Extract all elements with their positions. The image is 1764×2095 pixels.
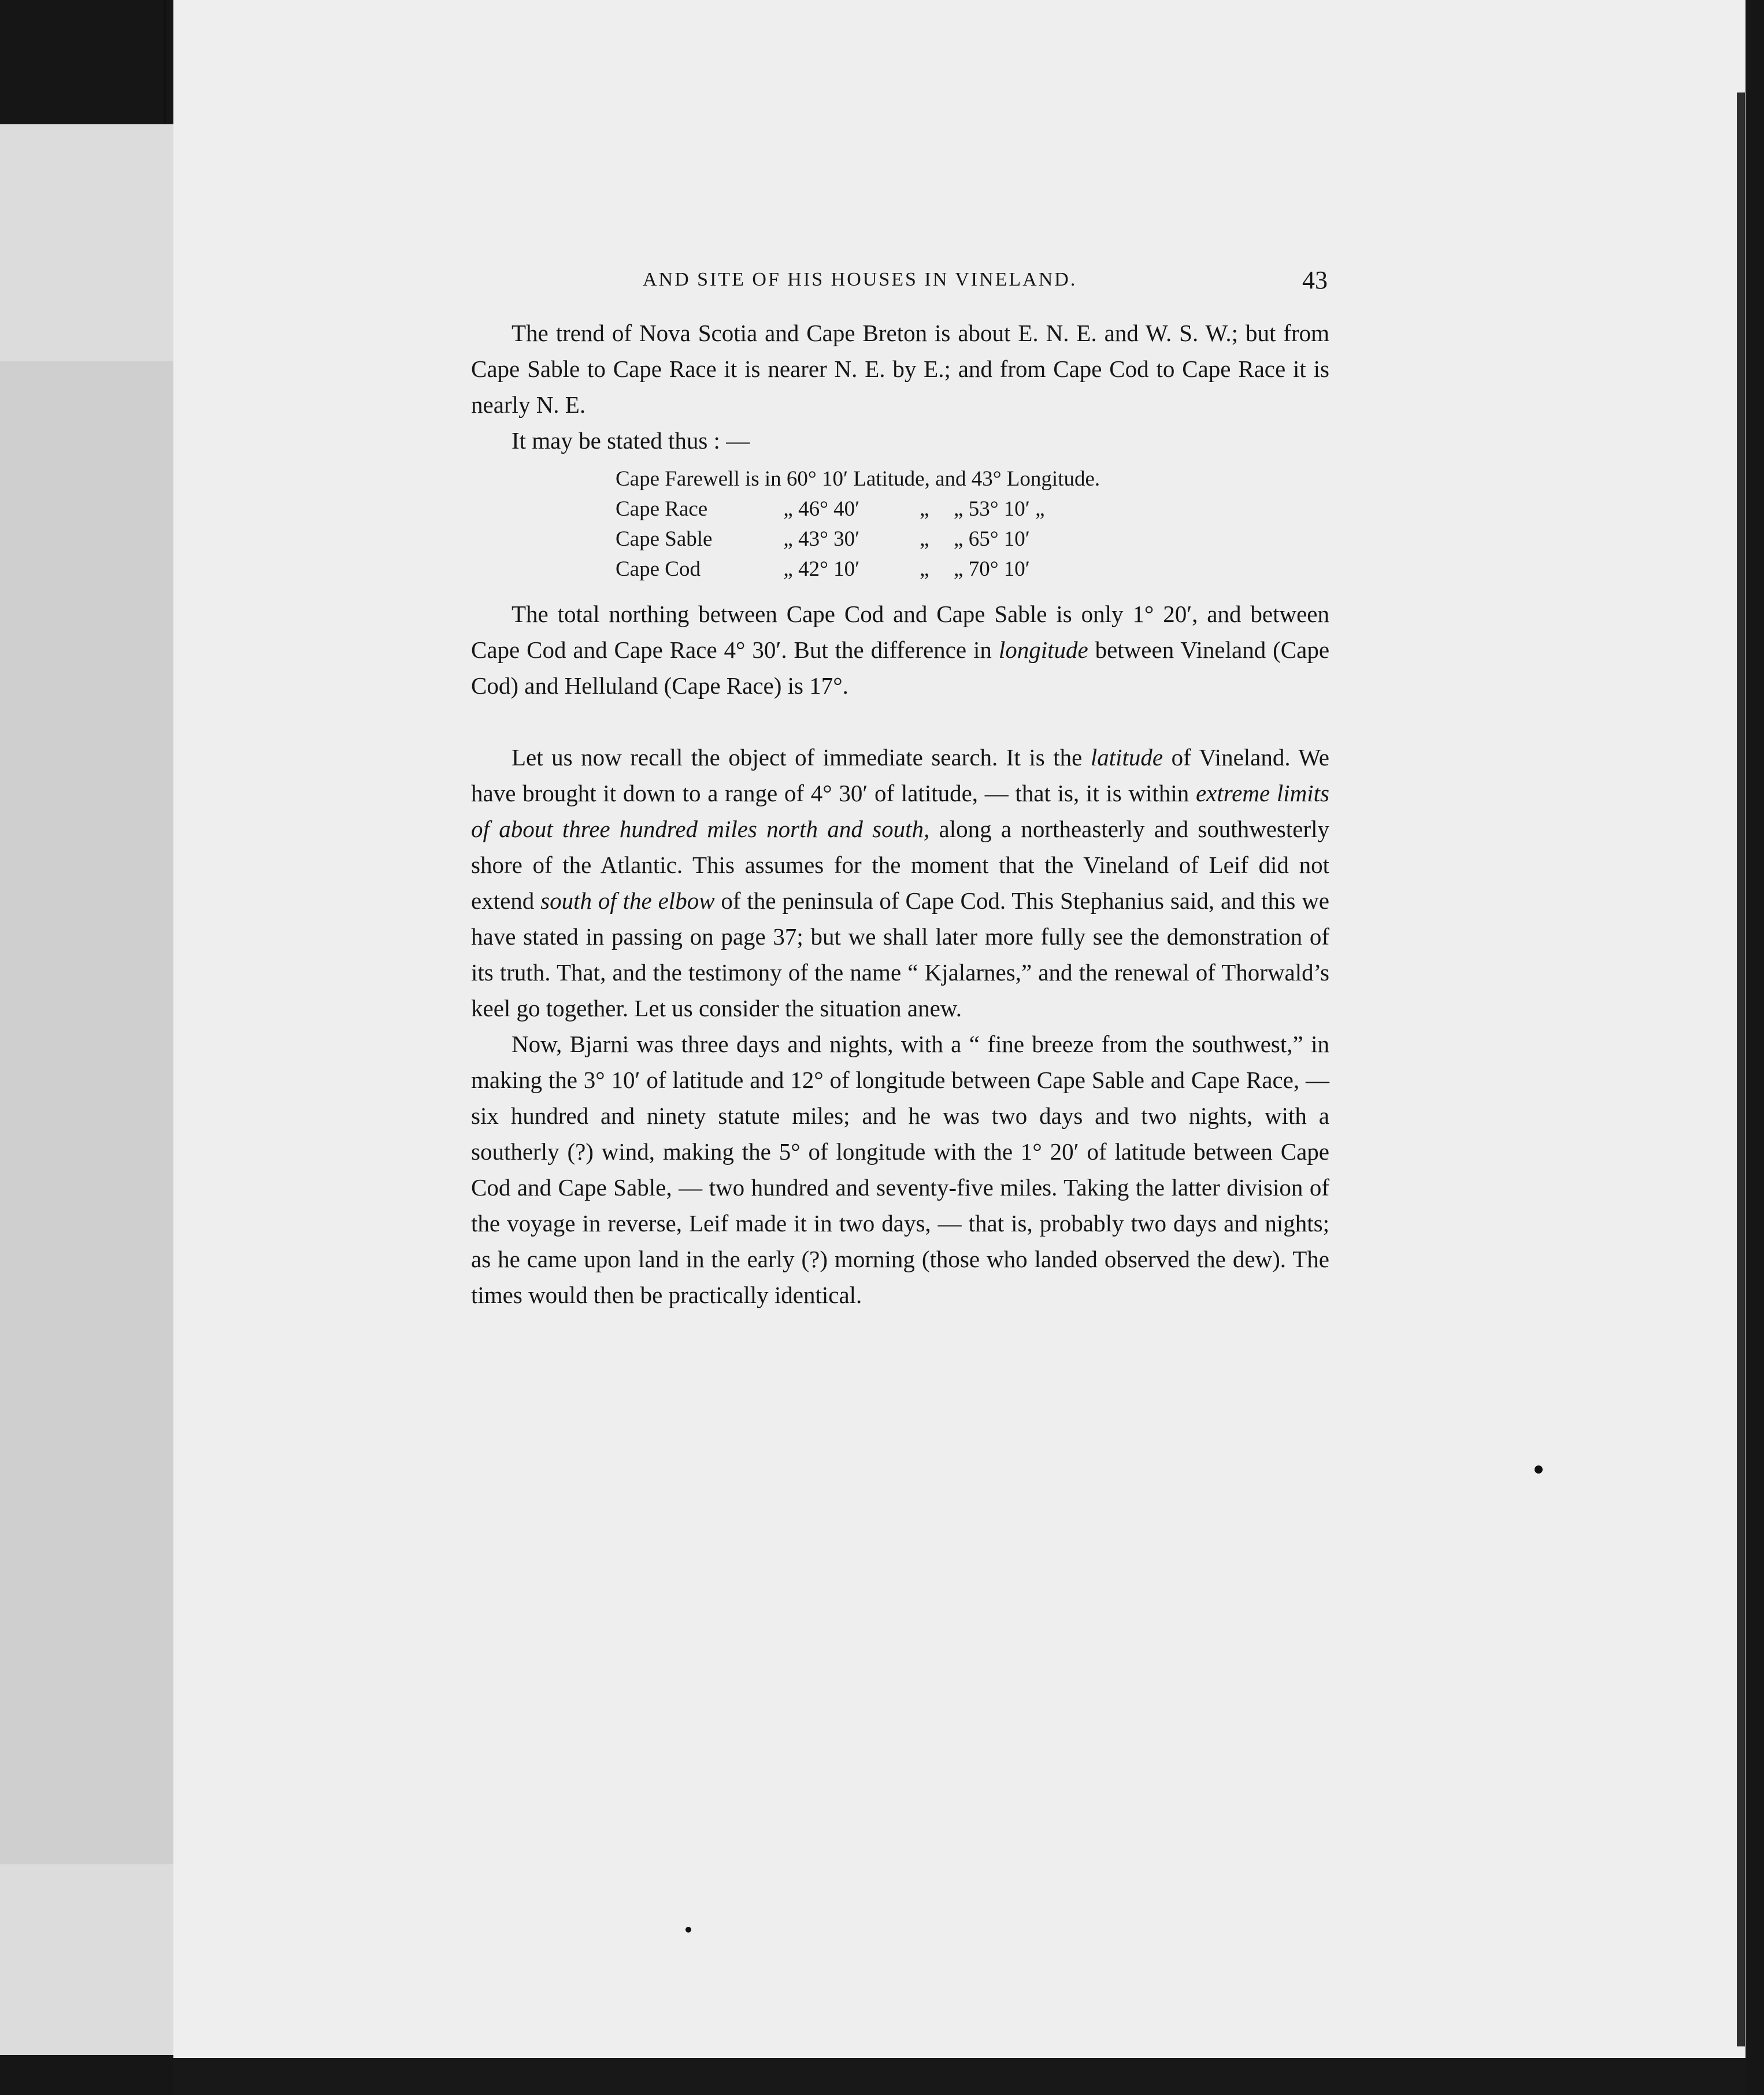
northing-after: between Vineland (Cape Cod) and Helluland (Cape Race) is 17°.	[471, 636, 1330, 699]
table-cell: Cape Farewell is in 60° 10′ Latitude, and 43° Longitude.	[616, 467, 1100, 491]
paragraph-northing	[471, 596, 1329, 704]
table-row	[616, 554, 1113, 584]
previous-page-inner	[0, 361, 191, 1864]
emphasis-longitude: longitude	[998, 636, 1088, 663]
search-d: of the peninsula of Cape Cod. This Stephanius said, and this we have stated in passing on page 37; but we shall later more fully see the demonstration of its truth. That, and the testimony of the name “ Kjalarnes,” and the renewal of Thorwald’s keel go together. Let us consider the situation anew.	[471, 887, 1330, 1021]
paragraph-gap	[471, 704, 1329, 739]
table-cell: „	[920, 527, 929, 551]
gutter-line	[164, 0, 166, 124]
table-cell: „ 53° 10′ „	[954, 497, 1045, 521]
table-cell: Cape Race	[616, 497, 708, 521]
table-cell: „	[920, 557, 929, 581]
emphasis-latitude: latitude	[1090, 744, 1163, 771]
table-cell: „ 43° 30′	[783, 527, 860, 551]
running-title: AND SITE OF HIS HOUSES IN VINELAND.	[643, 269, 1077, 290]
table-row	[616, 524, 1113, 554]
page-header	[643, 266, 1328, 303]
speck-mark	[685, 1927, 691, 1933]
speck-mark	[1535, 1465, 1543, 1474]
right-page-edge	[1737, 92, 1745, 2046]
paragraph-search	[471, 739, 1329, 1026]
bottom-page-edge	[173, 2058, 1746, 2095]
table-cell: „	[920, 497, 929, 521]
table-cell: „ 42° 10′	[783, 557, 860, 581]
table-row	[616, 494, 1113, 524]
coordinates-table	[616, 464, 1113, 584]
search-c: along a northeasterly and southwesterly shore of the Atlantic. This assumes for the moment that the Vineland of Leif did not extend	[471, 816, 1329, 914]
emphasis-elbow: south of the elbow	[540, 887, 715, 914]
body-text	[471, 315, 1329, 1313]
paragraph-bjarni: Now, Bjarni was three days and nights, with a “ fine breeze from the southwest,” in making the 3° 10′ of latitude and 12° of longitude between Cape Sable and Cape Race, — six hundred and ninety statute miles; and he was two days and two nights, with a southerly (?) wind, making the 5° of longitude with the 1° 20′ of latitude between Cape Cod and Cape Sable, — two hundred and seventy-five miles. Taking the latter division of the voyage in reverse, Leif made it in two days, — that is, probably two days and nights; as he came upon land in the early (?) morning (those who landed observed the dew). The times would then be practically identical.	[471, 1031, 1329, 1308]
table-cell: „ 70° 10′	[954, 557, 1030, 581]
table-cell: Cape Sable	[616, 527, 713, 551]
page-number: 43	[1302, 266, 1328, 294]
table-cell: „ 46° 40′	[783, 497, 860, 521]
table-cell: „ 65° 10′	[954, 527, 1030, 551]
search-b: of Vineland. We have brought it down to a range of 4° 30′ of latitude, — that is, it is within	[471, 744, 1329, 806]
emphasis-limits: extreme limits of about three hundred miles north and south,	[471, 780, 1329, 842]
search-a: Let us now recall the object of immediate search. It is the	[512, 744, 1091, 771]
table-cell: Cape Cod	[616, 557, 701, 581]
northing-text: The total northing between Cape Cod and Cape Sable is only 1° 20′, and between Cape Cod and Cape Race 4° 30′. But the difference in	[471, 601, 1329, 663]
table-row	[616, 464, 1113, 494]
paragraph-stated-thus: It may be stated thus : —	[512, 427, 750, 454]
paragraph-trend: The trend of Nova Scotia and Cape Breton is about E. N. E. and W. S. W.; but from Cape Sable to Cape Race it is nearer N. E. by E.; and from Cape Cod to Cape Race it is nearly N. E.	[471, 320, 1329, 418]
